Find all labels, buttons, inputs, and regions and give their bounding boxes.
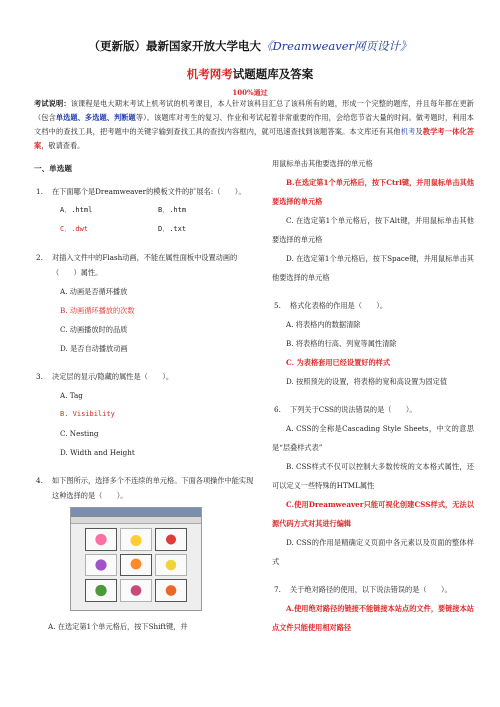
gold-flower-image-icon xyxy=(155,554,187,577)
q4-option-a-continued: 用鼠标单击其他要选择的单元格 xyxy=(272,159,373,168)
q2-option-a: A. 动画是否循环播放 xyxy=(60,287,128,296)
document-title: （更新版）最新国家开放大学电大《Dreamweaver网页设计》 xyxy=(88,39,412,53)
course-name: 《Dreamweaver网页设计》 xyxy=(260,39,412,53)
q4-option-a: A. 在选定第1个单元格后，按下Shift键，并 xyxy=(48,622,188,631)
purple-flower-image-icon xyxy=(85,554,117,577)
magenta-flower-image-icon xyxy=(120,579,152,602)
question-5: 5. 格式化表格的作用是（ ）。 xyxy=(274,301,388,310)
question-1: 1. 在下面哪个是Dreamweaver的模板文件的扩展名:（ ）。 xyxy=(36,187,246,196)
red-flower-image-icon xyxy=(155,528,187,551)
q5-option-c: C. 为表格套用已经设置好的样式 xyxy=(286,358,391,367)
q2-option-b: B. 动画循环播放的次数 xyxy=(60,306,135,315)
q3-option-d: D. Width and Height xyxy=(60,448,135,457)
q6-option-a: A. CSS的全称是Cascading Style Sheets，中文的意思是“层叠样式表” xyxy=(272,424,474,452)
q5-option-a: A. 将表格内的数据清除 xyxy=(286,320,361,329)
question-4: 4. 如下图所示，选择多个不连续的单元格。下面各项操作中能实现这种选择的是（ ）。 xyxy=(36,476,254,500)
question-3: 3. 决定层的显示/隐藏的属性是（ ）。 xyxy=(36,372,174,381)
green-plant-image-icon xyxy=(85,579,117,602)
q5-option-d: D. 按照预先的设置，将表格的宽和高设置为固定值 xyxy=(286,377,448,386)
link-jikao[interactable]: 机考 xyxy=(400,127,416,136)
left-column xyxy=(34,160,256,636)
orange-flower-image-icon xyxy=(120,554,152,577)
q6-option-d: D. CSS的作用是精确定义页面中各元素以及页面的整体样式 xyxy=(272,538,474,566)
exam-intro: 考试说明：该课程是电大期末考试上机考试的机考课目，本人针对该科目汇总了该科所有的题，形成一个完整的题库，并且每年都在更新（包含单选题、多选题、判断题等）。该题库对考生的复习、作业和考试起着非常重要的作用，会给您节省大量的时间。做考题时，利用本文档中的查找工具，把考题中的关键字输到查找工具的查找内容框内，就可迅速查找到该题答案。本文库还有其他机考及教学考一体化答案，敬请查看。 xyxy=(34,99,474,150)
q3-option-a: A. Tag xyxy=(60,391,83,400)
document-subtitle: 机考网考试题题库及答案 xyxy=(186,67,314,81)
q3-option-c: C. Nesting xyxy=(60,429,99,438)
question-types: 单选题、多选题、判断题 xyxy=(55,113,136,122)
question-7: 7. 关于绝对路径的使用，以下说法错误的是（ ）。 xyxy=(274,585,452,594)
q5-option-b: B. 将表格的行高、列宽等属性清除 xyxy=(286,339,397,348)
q1-options-row-2 xyxy=(60,222,256,237)
q4-option-b: B.在选定第1个单元格后，按下Ctrl键，并用鼠标单击其他要选择的单元格 xyxy=(272,178,474,206)
q1-option-d: D．.txt xyxy=(158,225,187,233)
table-selection-screenshot xyxy=(70,507,202,611)
pass-label: 100%通过 xyxy=(232,88,268,97)
q7-option-a: A.使用绝对路径的链接不能链接本站点的文件，要链接本站点文件只能使用相对路径 xyxy=(272,604,474,632)
fruit-image-icon xyxy=(155,579,187,602)
q4-option-d: D. 在选定第1个单元格后，按下Space键，并用鼠标单击其他要选择的单元格 xyxy=(272,254,474,282)
q2-option-d: D. 是否自动播放动画 xyxy=(60,344,128,353)
q1-options-row-1 xyxy=(60,203,256,218)
link-integrated-answers[interactable]: 教学考一体化答案 xyxy=(34,127,474,150)
question-6: 6. 下列关于CSS的说法错误的是（ ）。 xyxy=(274,405,417,414)
q1-option-c: C．.dwt xyxy=(60,225,89,233)
q2-option-c: C. 动画播放时的品质 xyxy=(60,325,128,334)
q3-option-b: B. Visibility xyxy=(60,410,115,418)
q1-option-b: B．.htm xyxy=(158,206,187,214)
question-2: 2. 对插入文件中的Flash动画，不能在属性面板中设置动画的（ ）属性。 xyxy=(36,253,238,277)
right-column xyxy=(272,154,474,637)
q1-option-a: A．.html xyxy=(60,206,93,214)
q4-option-c: C. 在选定第1个单元格后，按下Alt键，并用鼠标单击其他要选择的单元格 xyxy=(272,216,474,244)
pink-flower-image-icon xyxy=(85,528,117,551)
yellow-flower-image-icon xyxy=(120,528,152,551)
q6-option-b: B. CSS样式不仅可以控制大多数传统的文本格式属性，还可以定义一些特殊的HTML属性 xyxy=(272,462,474,490)
section-heading: 一、单选题 xyxy=(34,164,72,173)
q6-option-c: C.使用Dreamweaver只能可视化创建CSS样式，无法以源代码方式对其进行编辑 xyxy=(272,500,474,528)
